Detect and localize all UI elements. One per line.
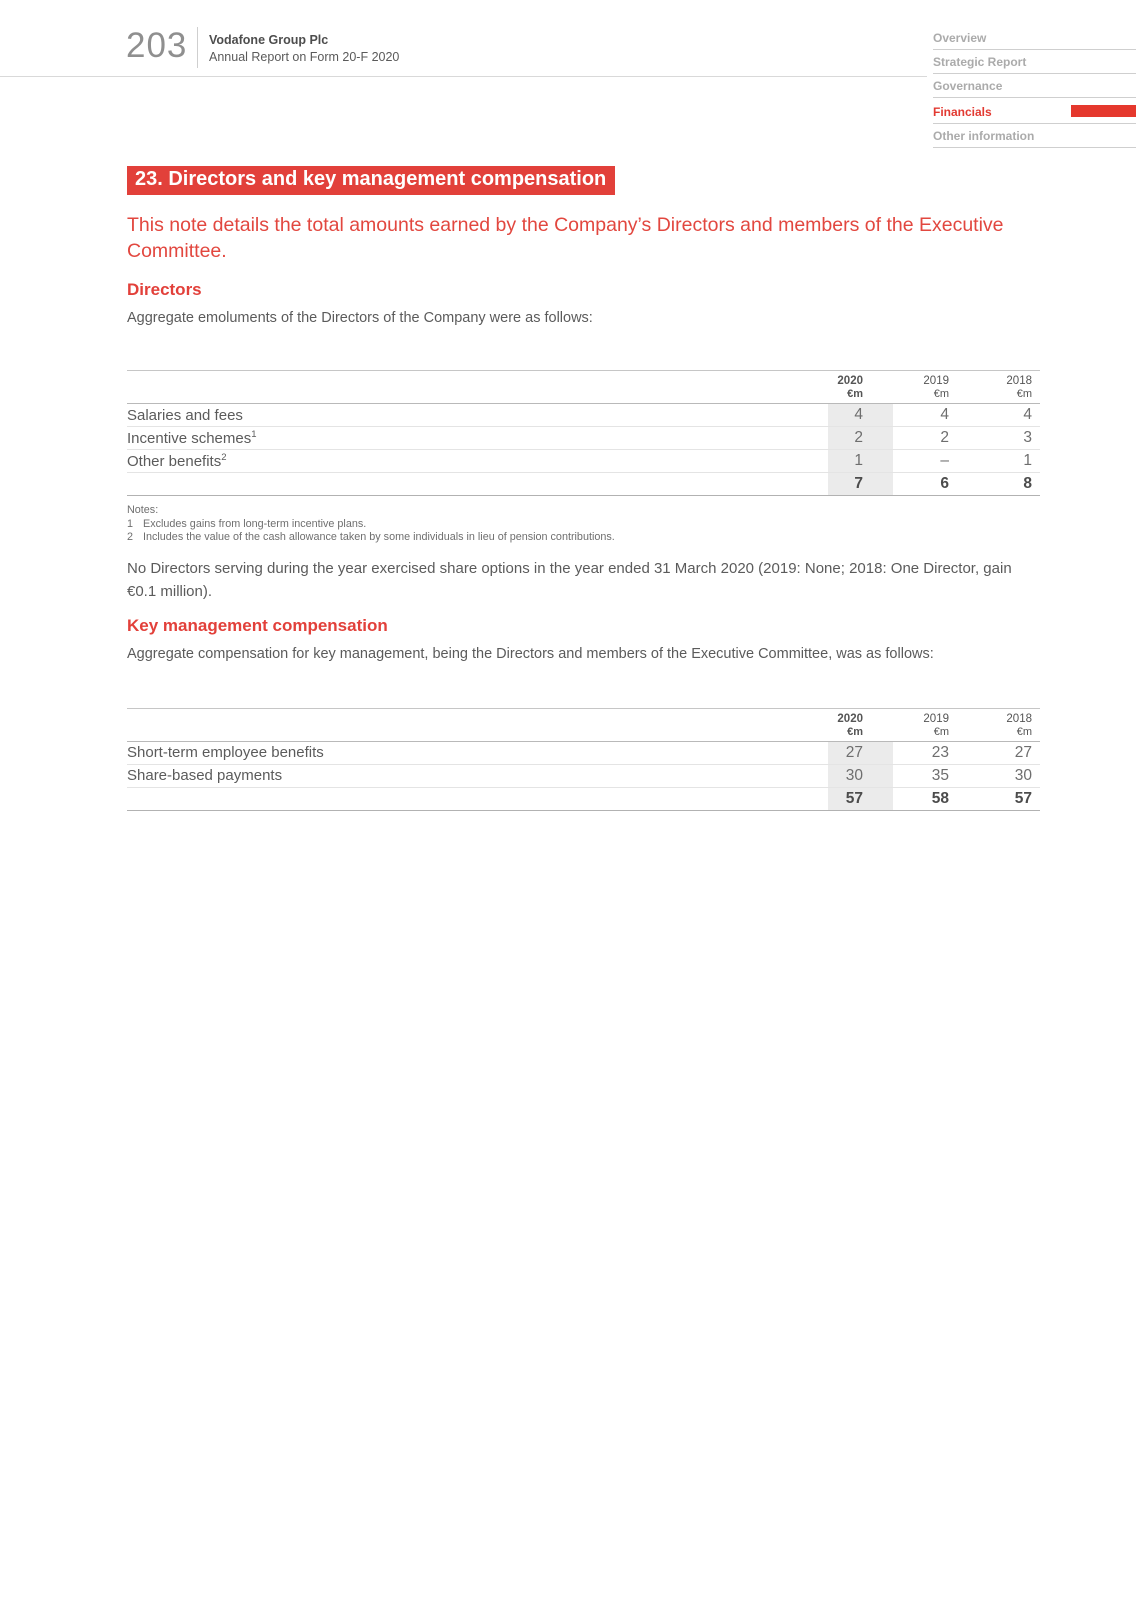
column-unit-2019: €m: [933, 725, 949, 738]
totals-row: [127, 473, 1040, 496]
note-2: [127, 531, 1040, 545]
column-unit-2020: €m: [847, 388, 863, 400]
nav-item-overview: Overview: [933, 26, 1136, 50]
table-notes: [127, 504, 1040, 545]
total-2020: 7: [828, 473, 893, 496]
total-2020: 57: [828, 787, 893, 810]
cell-value: 30: [951, 764, 1040, 787]
section-title-banner: 23. Directors and key management compensation: [127, 166, 615, 195]
note-1: [127, 518, 1040, 532]
column-header-2019: 2019: [923, 712, 949, 725]
total-2019: 58: [893, 787, 951, 810]
row-label: Short-term employee benefits: [127, 741, 828, 764]
column-unit-2020: €m: [847, 725, 863, 738]
notes-label: Notes:: [127, 504, 159, 516]
column-header-2018: 2018: [1006, 712, 1032, 725]
cell-value: 1: [951, 450, 1040, 473]
key-management-table-header: [127, 708, 1040, 741]
total-2019: 6: [893, 473, 951, 496]
financials-active-marker: [1071, 105, 1136, 117]
nav-item-financials-label: Financials: [933, 105, 992, 119]
table-row: [127, 741, 1040, 764]
table-row: [127, 427, 1040, 450]
table-row: [127, 764, 1040, 787]
column-unit-2019: €m: [933, 388, 949, 400]
row-label: Other benefits$^2$: [127, 450, 828, 473]
directors-table: [127, 370, 1040, 496]
section-nav: [933, 26, 1136, 148]
column-header-2020: 2020: [837, 375, 863, 387]
section-intro: This note details the total amounts earned by the Company’s Directors and members of the Executive Committee.: [127, 214, 1004, 262]
nav-item-financials: [933, 98, 1136, 124]
row-label: Incentive schemes$^1$: [127, 427, 828, 450]
company-name: Vodafone Group Plc: [209, 33, 329, 47]
table-row: [127, 404, 1040, 427]
total-2018: 8: [951, 473, 1040, 496]
cell-value: 2: [828, 427, 893, 450]
header-vertical-divider: [197, 27, 198, 68]
directors-description: Aggregate emoluments of the Directors of the Company were as follows:: [127, 310, 593, 326]
directors-table-totals: [127, 473, 1040, 496]
cell-value: 4: [893, 404, 951, 427]
key-management-table-totals: [127, 787, 1040, 810]
cell-value: 27: [828, 741, 893, 764]
cell-value: 1: [828, 450, 893, 473]
cell-value: 4: [951, 404, 1040, 427]
main-content: [127, 166, 1040, 811]
column-header-2020: 2020: [837, 712, 863, 725]
total-2018: 57: [951, 787, 1040, 810]
totals-row: [127, 787, 1040, 810]
directors-table-header: [127, 371, 1040, 404]
cell-value: –: [893, 450, 951, 473]
note-2-text: Includes the value of the cash allowance taken by some individuals in lieu of pension contributions.: [143, 531, 615, 543]
page-number: 203: [126, 26, 188, 65]
key-management-table: [127, 708, 1040, 811]
nav-item-strategic-report: Strategic Report: [933, 50, 1136, 74]
header-rule: [0, 76, 927, 77]
column-unit-2018: €m: [1016, 725, 1032, 738]
column-header-2019: 2019: [923, 375, 949, 387]
column-unit-2018: €m: [1016, 388, 1032, 400]
table-row: [127, 450, 1040, 473]
note-2-number: 2: [127, 531, 134, 543]
note-1-text: Excludes gains from long-term incentive plans.: [143, 517, 367, 530]
cell-value: 3: [951, 427, 1040, 450]
note-1-number: 1: [127, 517, 134, 530]
key-management-description: Aggregate compensation for key management, being the Directors and members of the Executive Committee, was as follows:: [127, 645, 934, 662]
cell-value: 2: [893, 427, 951, 450]
share-options-paragraph: No Directors serving during the year exercised share options in the year ended 31 March 2020 (2019: None; 2018: One Director, gain €0.1 million).: [127, 559, 1012, 600]
header-meta: [209, 32, 399, 65]
directors-heading: Directors: [127, 280, 202, 299]
column-header-2018: 2018: [1006, 375, 1032, 387]
cell-value: 4: [828, 404, 893, 427]
cell-value: 30: [828, 764, 893, 787]
nav-item-governance: Governance: [933, 74, 1136, 98]
cell-value: 23: [893, 741, 951, 764]
row-label: Salaries and fees: [127, 404, 828, 427]
report-title: Annual Report on Form 20-F 2020: [209, 50, 400, 64]
cell-value: 35: [893, 764, 951, 787]
key-management-heading: Key management compensation: [127, 615, 388, 635]
row-label: Share-based payments: [127, 764, 828, 787]
nav-item-other-information: Other information: [933, 124, 1136, 148]
cell-value: 27: [951, 741, 1040, 764]
